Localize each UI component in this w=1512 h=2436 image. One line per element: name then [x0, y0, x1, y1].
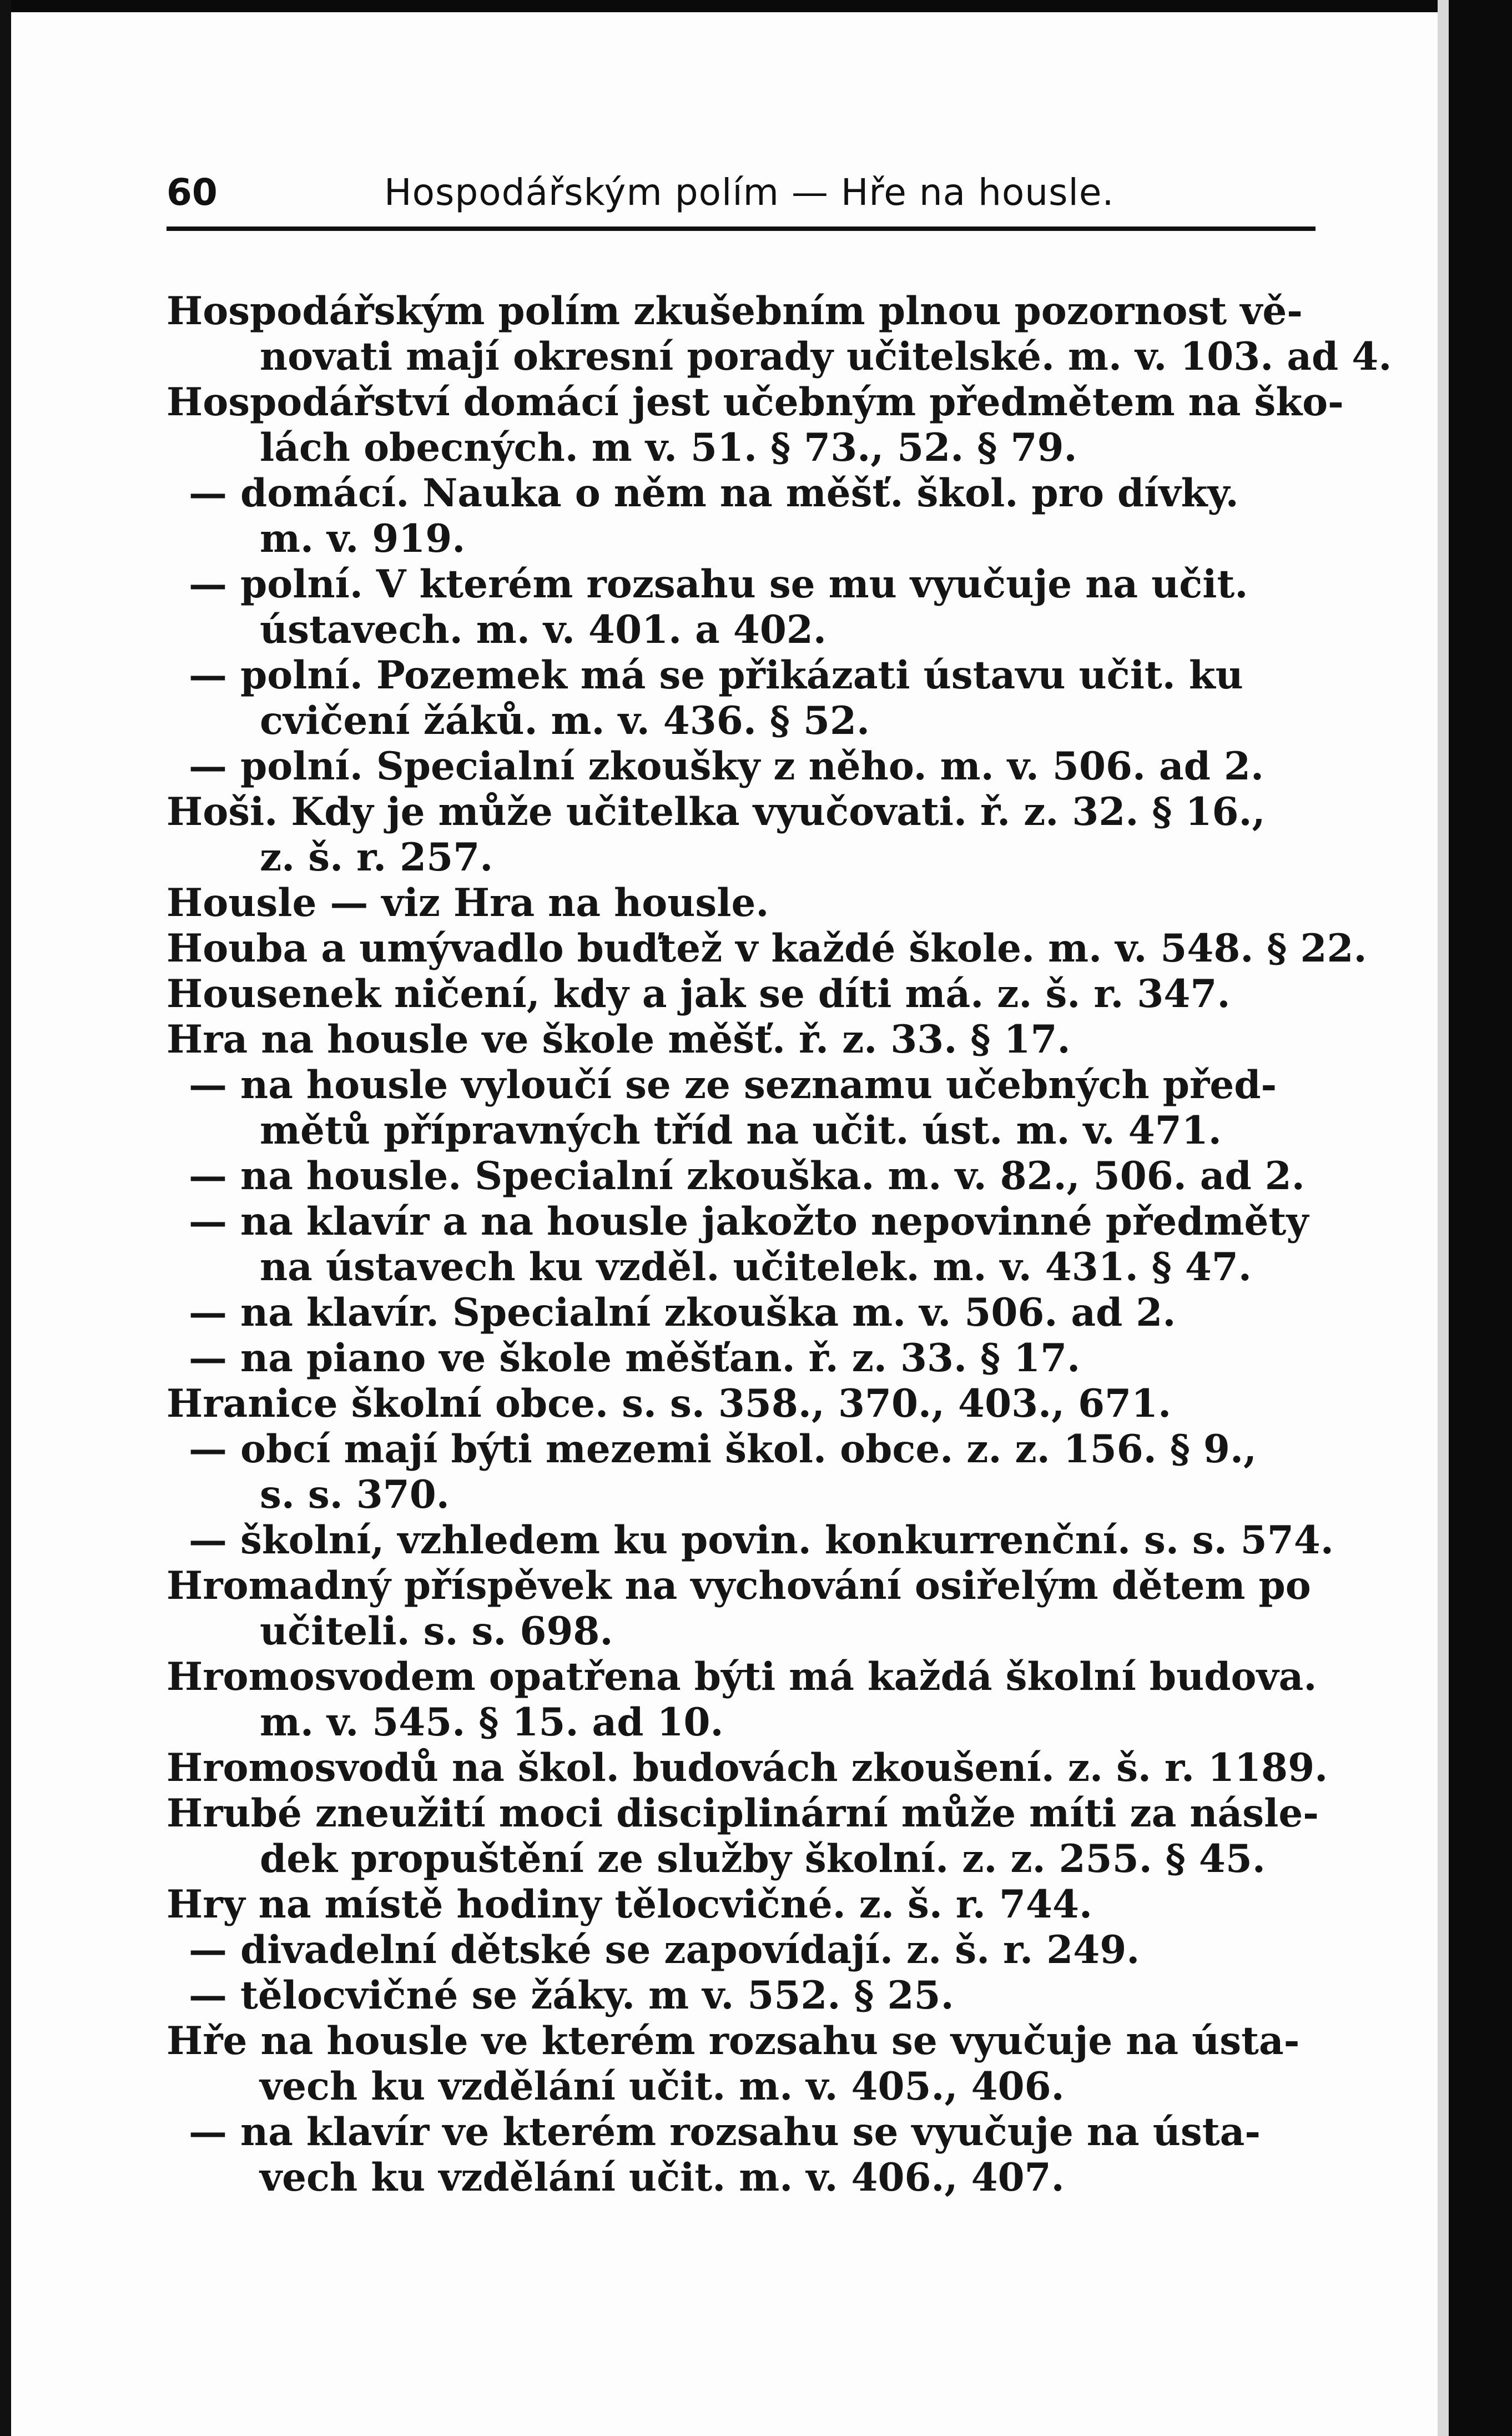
entry-line: Hra na housle ve škole měšť. ř. z. 33. § 17.: [167, 1017, 1071, 1062]
index-entry: [167, 1154, 1316, 1199]
entry-line: Hospodářství domácí jest učebným předmětem na ško-: [167, 380, 1344, 425]
entry-continuation-line: vech ku vzdělání učit. m. v. 405., 406.: [260, 2064, 1065, 2109]
entry-continuation-line: s. s. 370.: [260, 1472, 450, 1517]
index-entry: [167, 1654, 1316, 1745]
entry-line: — polní. Pozemek má se přikázati ústavu učit. ku: [189, 653, 1243, 698]
entry-line: — domácí. Nauka o něm na měšť. škol. pro dívky.: [189, 471, 1239, 516]
index-entry: [167, 926, 1367, 972]
index-entry: [167, 1017, 1316, 1063]
entry-line: Houba a umývadlo buďtež v každé škole. m. v. 548. § 22.: [167, 926, 1367, 971]
entry-continuation-line: m. v. 545. § 15. ad 10.: [260, 1700, 724, 1745]
entry-continuation-line: mětů přípravných tříd na učit. úst. m. v. 471.: [260, 1108, 1222, 1153]
entry-continuation-line: z. š. r. 257.: [260, 835, 493, 880]
index-entry: [167, 1791, 1319, 1882]
entry-line: Hranice školní obce. s. s. 358., 370., 403., 671.: [167, 1381, 1172, 1426]
entry-line: Hromosvodů na škol. budovách zkoušení. z. š. r. 1189.: [167, 1745, 1328, 1790]
entry-line: Hry na místě hodiny tělocvičné. z. š. r. 744.: [167, 1882, 1093, 1927]
index-entry: [167, 1927, 1316, 1973]
entry-continuation-line: vech ku vzdělání učit. m. v. 406., 407.: [260, 2155, 1065, 2200]
index-entry: [167, 653, 1316, 744]
scan-edge-top: [0, 0, 1512, 12]
index-entry: [167, 880, 1316, 926]
entry-line: — na housle. Specialní zkouška. m. v. 82., 506. ad 2.: [189, 1154, 1305, 1199]
entry-line: Hospodářským polím zkušebním plnou pozornost vě-: [167, 289, 1303, 334]
index-entry: [167, 562, 1316, 653]
page-number: 60: [167, 171, 218, 214]
index-entry: [167, 2110, 1316, 2201]
index-entry: [167, 1563, 1316, 1654]
index-entry: [167, 1518, 1334, 1563]
entry-continuation-line: lách obecných. m v. 51. § 73., 52. § 79.: [260, 425, 1077, 470]
scan-edge-left: [0, 0, 11, 2436]
running-title: Hospodářským polím — Hře na housle.: [384, 171, 1115, 214]
index-entry: [167, 471, 1316, 562]
index-entry: [167, 1427, 1316, 1518]
entry-line: Hře na housle ve kterém rozsahu se vyučuje na ústa-: [167, 2019, 1300, 2063]
index-entry: [167, 789, 1316, 880]
index-entry: [167, 972, 1316, 1017]
index-entry: [167, 2019, 1316, 2110]
entry-line: — polní. Specialní zkoušky z něho. m. v. 506. ad 2.: [189, 744, 1264, 789]
entry-line: Housenek ničení, kdy a jak se díti má. z. š. r. 347.: [167, 972, 1231, 1016]
running-header: [167, 167, 1316, 222]
index-entry: [167, 1882, 1316, 1927]
entry-line: Hoši. Kdy je může učitelka vyučovati. ř. z. 32. § 16.,: [167, 789, 1266, 834]
entry-continuation-line: dek propuštění ze služby školní. z. z. 255. § 45.: [260, 1836, 1266, 1881]
entry-line: — na klavír a na housle jakožto nepovinné předměty: [189, 1199, 1309, 1244]
entry-line: Hromadný příspěvek na vychování osiřelým dětem po: [167, 1563, 1311, 1608]
entry-line: — obcí mají býti mezemi škol. obce. z. z. 156. § 9.,: [189, 1427, 1257, 1472]
entry-continuation-line: učiteli. s. s. 698.: [260, 1609, 613, 1654]
entry-line: — na klavír ve kterém rozsahu se vyučuje na ústa-: [189, 2110, 1261, 2155]
entry-line: — školní, vzhledem ku povin. konkurrenční. s. s. 574.: [189, 1518, 1334, 1563]
entry-line: — polní. V kterém rozsahu se mu vyučuje na učit.: [189, 562, 1248, 607]
entry-continuation-line: cvičení žáků. m. v. 436. § 52.: [260, 698, 870, 743]
index-entry: [167, 1290, 1316, 1336]
index-entry: [167, 1199, 1316, 1290]
index-entry: [167, 1973, 1316, 2019]
entry-continuation-line: novati mají okresní porady učitelské. m. v. 103. ad 4.: [260, 334, 1392, 379]
index-entry: [167, 380, 1344, 471]
index-entry: [167, 289, 1392, 380]
page-edge-shadow: [1438, 0, 1450, 2436]
entry-continuation-line: ústavech. m. v. 401. a 402.: [260, 607, 826, 652]
entry-line: Hrubé zneužití moci disciplinární může míti za násle-: [167, 1791, 1319, 1836]
index-entry: [167, 1381, 1316, 1427]
index-entry: [167, 744, 1316, 789]
entry-line: — tělocvičné se žáky. m v. 552. § 25.: [189, 1973, 954, 2018]
entry-line: — divadelní dětské se zapovídají. z. š. r. 249.: [189, 1927, 1140, 1972]
entry-line: Hromosvodem opatřena býti má každá školní budova.: [167, 1654, 1317, 1699]
scan-edge-right: [1449, 0, 1512, 2436]
entry-continuation-line: m. v. 919.: [260, 516, 466, 561]
entry-line: — na piano ve škole měšťan. ř. z. 33. § 17.: [189, 1336, 1081, 1381]
entry-line: — na housle vyloučí se ze seznamu učebných před-: [189, 1063, 1277, 1108]
entry-line: Housle — viz Hra na housle.: [167, 880, 769, 925]
index-entries: [167, 289, 1392, 2201]
entry-line: — na klavír. Specialní zkouška m. v. 506. ad 2.: [189, 1290, 1176, 1335]
index-entry: [167, 1063, 1316, 1154]
header-rule: [167, 227, 1316, 231]
entry-continuation-line: na ústavech ku vzděl. učitelek. m. v. 431. § 47.: [260, 1245, 1252, 1290]
index-entry: [167, 1336, 1316, 1381]
index-entry: [167, 1745, 1328, 1791]
